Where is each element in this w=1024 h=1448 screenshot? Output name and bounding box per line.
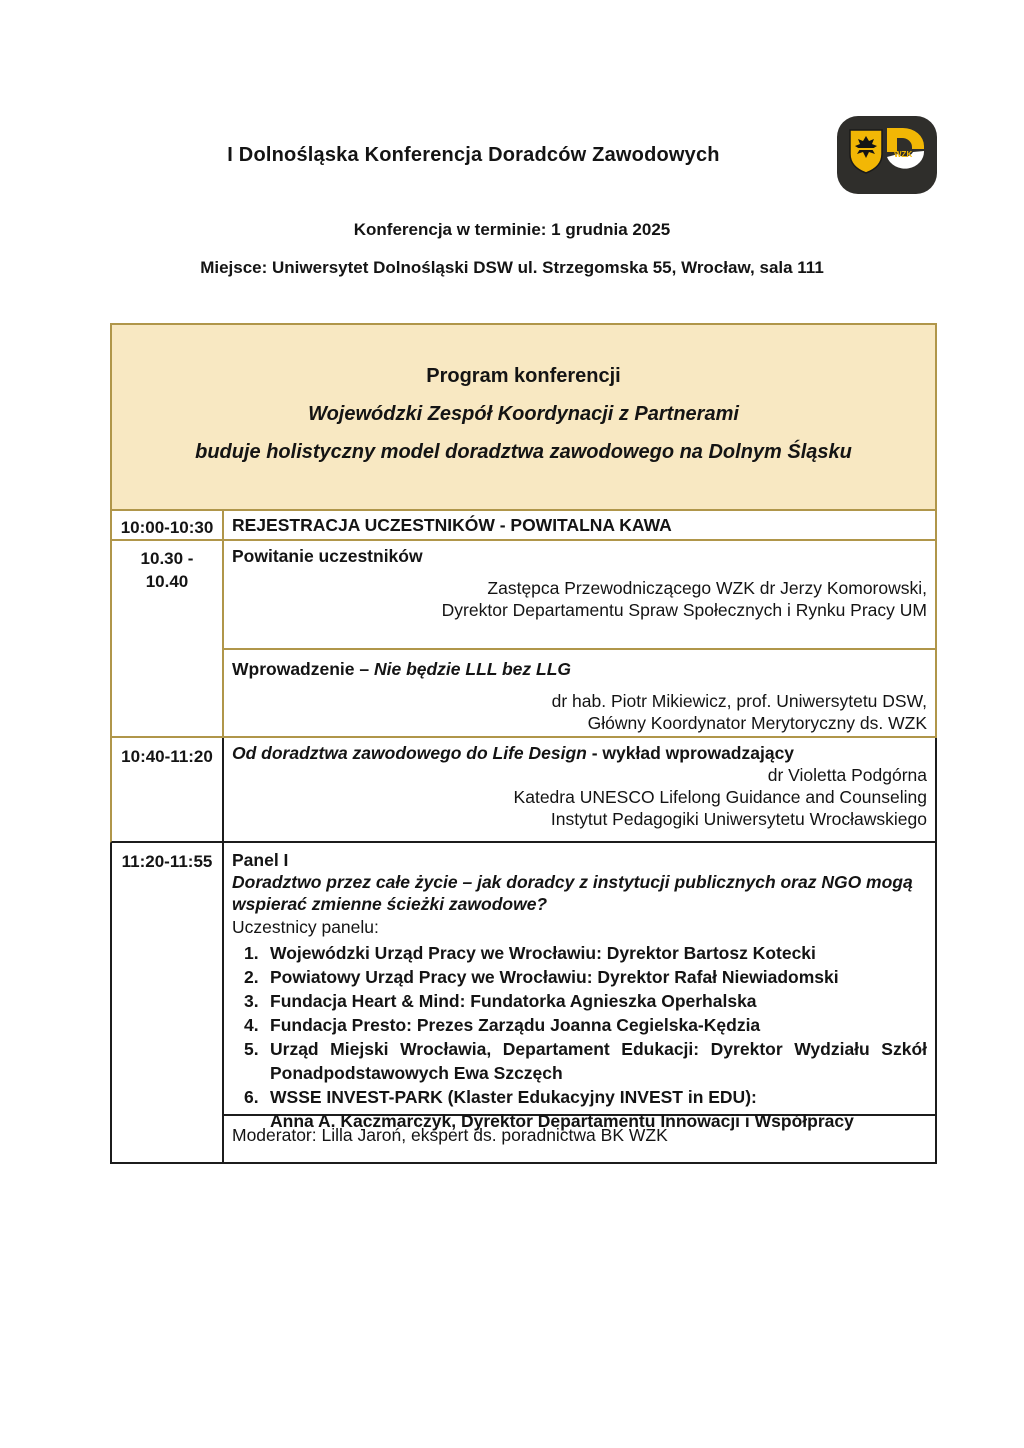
session-title-italic: Nie będzie LLL bez LLG (373, 659, 572, 679)
header (110, 116, 937, 194)
list-item-number: 3. (244, 991, 259, 1011)
list-item (232, 1013, 927, 1037)
wzk-text: WZK (894, 150, 913, 159)
time-line-2: 10.40 (145, 572, 189, 591)
speaker-line: Katedra UNESCO Lifelong Guidance and Counseling (513, 787, 927, 807)
speaker-line: dr Violetta Podgórna (767, 765, 927, 785)
time-cell (112, 541, 224, 736)
program-header-box (110, 323, 937, 511)
page-title: I Dolnośląska Konferencja Doradców Zawodowych (227, 144, 720, 166)
panel-title: Doradztwo przez całe życie – jak doradcy z instytucji publicznych oraz NGO mogą wspierać zmienne ścieżki zawodowe? (232, 872, 913, 914)
session-title: REJESTRACJA UCZESTNIKÓW - POWITALNA KAWA (232, 515, 672, 535)
session-title-italic: Od doradztwa zawodowego do Life Design (232, 743, 587, 763)
time-cell: 10:40-11:20 (112, 738, 224, 841)
speaker-line: Zastępca Przewodniczącego WZK dr Jerzy Komorowski, (487, 578, 927, 598)
moderator-cell: Moderator: Lilla Jaroń, ekspert ds. poradnictwa BK WZK (232, 1125, 668, 1145)
wzk-logo-icon (837, 116, 937, 194)
list-item-number: 1. (244, 943, 259, 963)
list-item-number: 4. (244, 1015, 259, 1035)
list-item (232, 1037, 927, 1085)
list-item (232, 941, 927, 965)
panel-label: Panel I (232, 850, 289, 870)
speaker-line: Dyrektor Departamentu Spraw Społecznych i Rynku Pracy UM (441, 600, 927, 620)
participants-list (232, 941, 927, 1133)
session-title-suffix: - wykład wprowadzający (586, 743, 795, 763)
session-welcome (224, 541, 935, 650)
conference-date-line: Konferencja w terminie: 1 grudnia 2025 (353, 220, 671, 239)
list-item-text: Powiatowy Urząd Pracy we Wrocławiu: Dyrektor Rafał Niewiadomski (270, 967, 839, 987)
time-line-1: 10.30 - (140, 549, 194, 568)
panel-content (224, 843, 935, 1131)
list-item-number: 5. (244, 1039, 259, 1059)
session-title (232, 658, 927, 680)
eagle-shield-icon (850, 130, 882, 173)
schedule-row-opening (110, 541, 937, 738)
panel-cells (224, 843, 935, 1162)
list-item-text: Wojewódzki Urząd Pracy we Wrocławiu: Dyrektor Bartosz Kotecki (270, 943, 816, 963)
session-title: Powitanie uczestników (232, 546, 423, 566)
speaker-line: dr hab. Piotr Mikiewicz, prof. Uniwersytetu DSW, (551, 691, 927, 711)
list-item-line-2: Anna A. Kaczmarczyk, Dyrektor Departamentu Innowacji i Współpracy (270, 1111, 854, 1131)
session-title-prefix: Wprowadzenie – (232, 659, 374, 679)
participants-label: Uczestnicy panelu: (232, 917, 379, 937)
program-table (110, 323, 937, 1164)
list-item (232, 989, 927, 1013)
schedule-row-registration (110, 511, 937, 541)
schedule-row-panel (110, 843, 937, 1164)
session-lecture (224, 738, 935, 841)
list-item-text: Fundacja Heart & Mind: Fundatorka Agnieszka Operhalska (270, 991, 757, 1011)
list-item (232, 965, 927, 989)
speakers (232, 577, 927, 621)
list-item-text: Fundacja Presto: Prezes Zarządu Joanna Cegielska-Kędzia (270, 1015, 761, 1035)
list-item-number: 2. (244, 967, 259, 987)
time-cell: 11:20-11:55 (112, 843, 224, 1162)
program-title: Program konferencji (426, 365, 621, 387)
schedule-row-lecture (110, 738, 937, 843)
conference-place-line: Miejsce: Uniwersytet Dolnośląski DSW ul. Strzegomska 55, Wrocław, sala 111 (200, 258, 824, 277)
speakers (232, 764, 927, 830)
program-subtitle-1: Wojewódzki Zespół Koordynacji z Partnerami (308, 403, 739, 425)
list-item-text: Urząd Miejski Wrocławia, Departament Edukacji: Dyrektor Wydziału Szkół Ponadpodstawowych Ewa Szczęch (270, 1039, 927, 1083)
session-title (232, 742, 927, 764)
wzk-logo (837, 116, 937, 194)
time-cell: 10:00-10:30 (112, 511, 224, 539)
speakers (232, 690, 927, 734)
speaker-line: Główny Koordynator Merytoryczny ds. WZK (587, 713, 927, 733)
session-cells (224, 541, 935, 736)
list-item-line-1: WSSE INVEST-PARK (Klaster Edukacyjny INVEST in EDU): (270, 1087, 757, 1107)
session-introduction (224, 650, 935, 736)
speaker-line: Instytut Pedagogiki Uniwersytetu Wrocławskiego (550, 809, 927, 829)
list-item-number: 6. (244, 1087, 259, 1107)
program-subtitle-2: buduje holistyczny model doradztwa zawodowego na Dolnym Śląsku (195, 441, 852, 463)
